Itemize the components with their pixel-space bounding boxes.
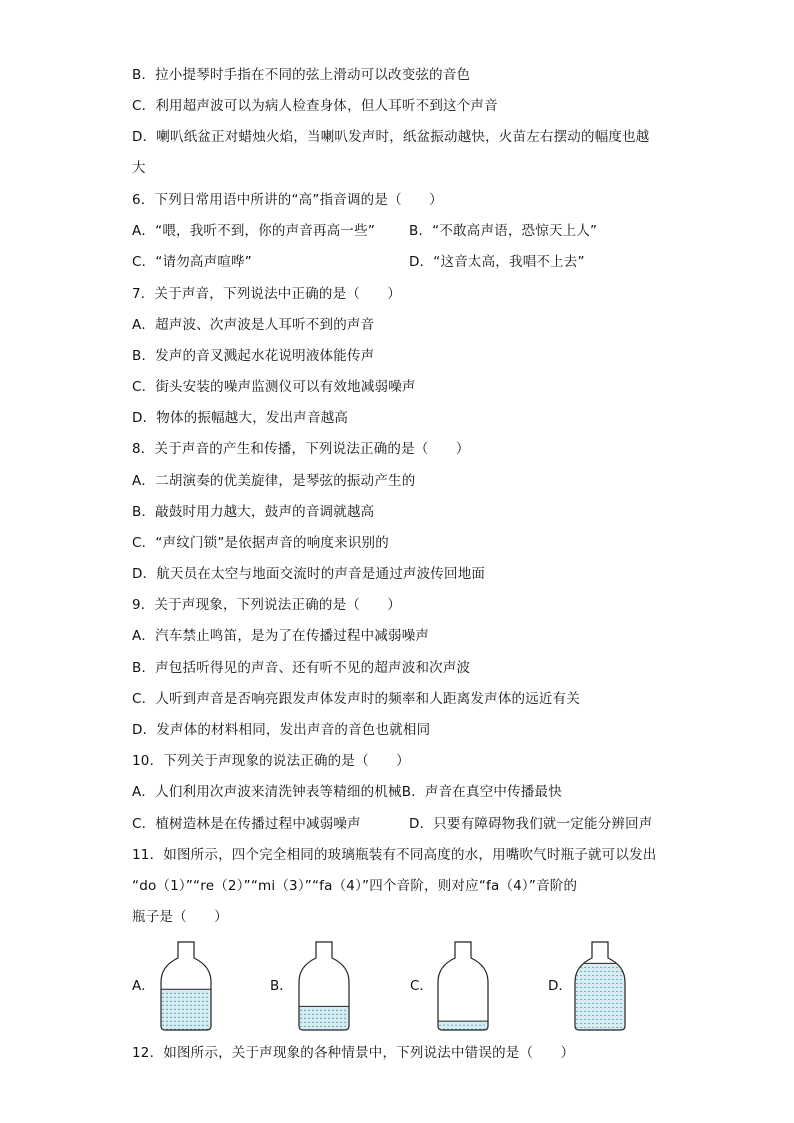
- q7-option-a: A．超声波、次声波是人耳听不到的声音: [132, 317, 375, 333]
- q5-option-c: C．利用超声波可以为病人检查身体，但人耳听不到这个声音: [132, 98, 498, 114]
- q10-option-d: D．只要有障碍物我们就一定能分辨回声: [409, 816, 653, 832]
- q7-option-b: B．发声的音叉溅起水花说明液体能传声: [132, 348, 375, 364]
- q8-option-d: D．航天员在太空与地面交流时的声音是通过声波传回地面: [132, 566, 486, 582]
- bottle-b-icon: [296, 940, 352, 1032]
- q6-option-c: C．“请勿高声喧哗”: [132, 254, 252, 270]
- q8-option-b: B．敲鼓时用力越大，鼓声的音调就越高: [132, 504, 375, 520]
- bottle-c-icon: [435, 940, 491, 1032]
- q5-option-d-cont: 大: [132, 160, 146, 176]
- q11-stem-cont: “do（1）”“re（2）”“mi（3）”“fa（4）”四个音阶，则对应“fa（4）”音阶的: [132, 878, 578, 894]
- bottle-option-a-label: A．: [132, 978, 155, 994]
- q6-option-b: B．“不敢高声语，恐惊天上人”: [409, 223, 598, 239]
- q9-stem: 9．关于声现象，下列说法正确的是（ ）: [132, 597, 402, 613]
- bottle-option-c-label: C．: [410, 978, 433, 994]
- q9-option-c: C．人听到声音是否响亮跟发声体发声时的频率和人距离发声体的远近有关: [132, 691, 581, 707]
- q6-stem: 6．下列日常用语中所讲的“高”指音调的是（ ）: [132, 192, 443, 208]
- q6-option-a: A．“喂，我听不到，你的声音再高一些”: [132, 223, 376, 239]
- q11-stem: 11．如图所示，四个完全相同的玻璃瓶装有不同高度的水，用嘴吹气时瓶子就可以发出: [132, 847, 657, 863]
- q7-option-c: C．街头安装的噪声监测仪可以有效地减弱噪声: [132, 379, 416, 395]
- q5-option-b: B．拉小提琴时手指在不同的弦上滑动可以改变弦的音色: [132, 67, 471, 83]
- bottle-option-d-label: D．: [548, 978, 572, 994]
- q10-stem: 10．下列关于声现象的说法正确的是（ ）: [132, 753, 410, 769]
- q10-option-ab: A．人们利用次声波来清洗钟表等精细的机械B．声音在真空中传播最快: [132, 784, 562, 800]
- q7-option-d: D．物体的振幅越大，发出声音越高: [132, 410, 349, 426]
- bottle-a-icon: [158, 940, 214, 1032]
- q9-option-a: A．汽车禁止鸣笛，是为了在传播过程中减弱噪声: [132, 628, 430, 644]
- q7-stem: 7．关于声音，下列说法中正确的是（ ）: [132, 286, 402, 302]
- q9-option-b: B．声包括听得见的声音、还有听不见的超声波和次声波: [132, 660, 471, 676]
- q8-option-c: C．“声纹门锁”是依据声音的响度来识别的: [132, 535, 389, 551]
- q12-stem: 12．如图所示，关于声现象的各种情景中，下列说法中错误的是（ ）: [132, 1045, 575, 1061]
- q10-option-c: C．植树造林是在传播过程中减弱噪声: [132, 816, 361, 832]
- q5-option-d: D．喇叭纸盆正对蜡烛火焰，当喇叭发声时，纸盆振动越快，火苗左右摆动的幅度也越: [132, 129, 650, 145]
- q6-option-d: D．“这音太高，我唱不上去”: [409, 254, 585, 270]
- bottle-option-b-label: B．: [270, 978, 293, 994]
- q11-stem-cont2: 瓶子是（ ）: [132, 909, 228, 925]
- bottle-d-icon: [572, 940, 628, 1032]
- q8-stem: 8．关于声音的产生和传播，下列说法正确的是（ ）: [132, 441, 470, 457]
- q8-option-a: A．二胡演奏的优美旋律，是琴弦的振动产生的: [132, 473, 416, 489]
- q9-option-d: D．发声体的材料相同，发出声音的音色也就相同: [132, 722, 431, 738]
